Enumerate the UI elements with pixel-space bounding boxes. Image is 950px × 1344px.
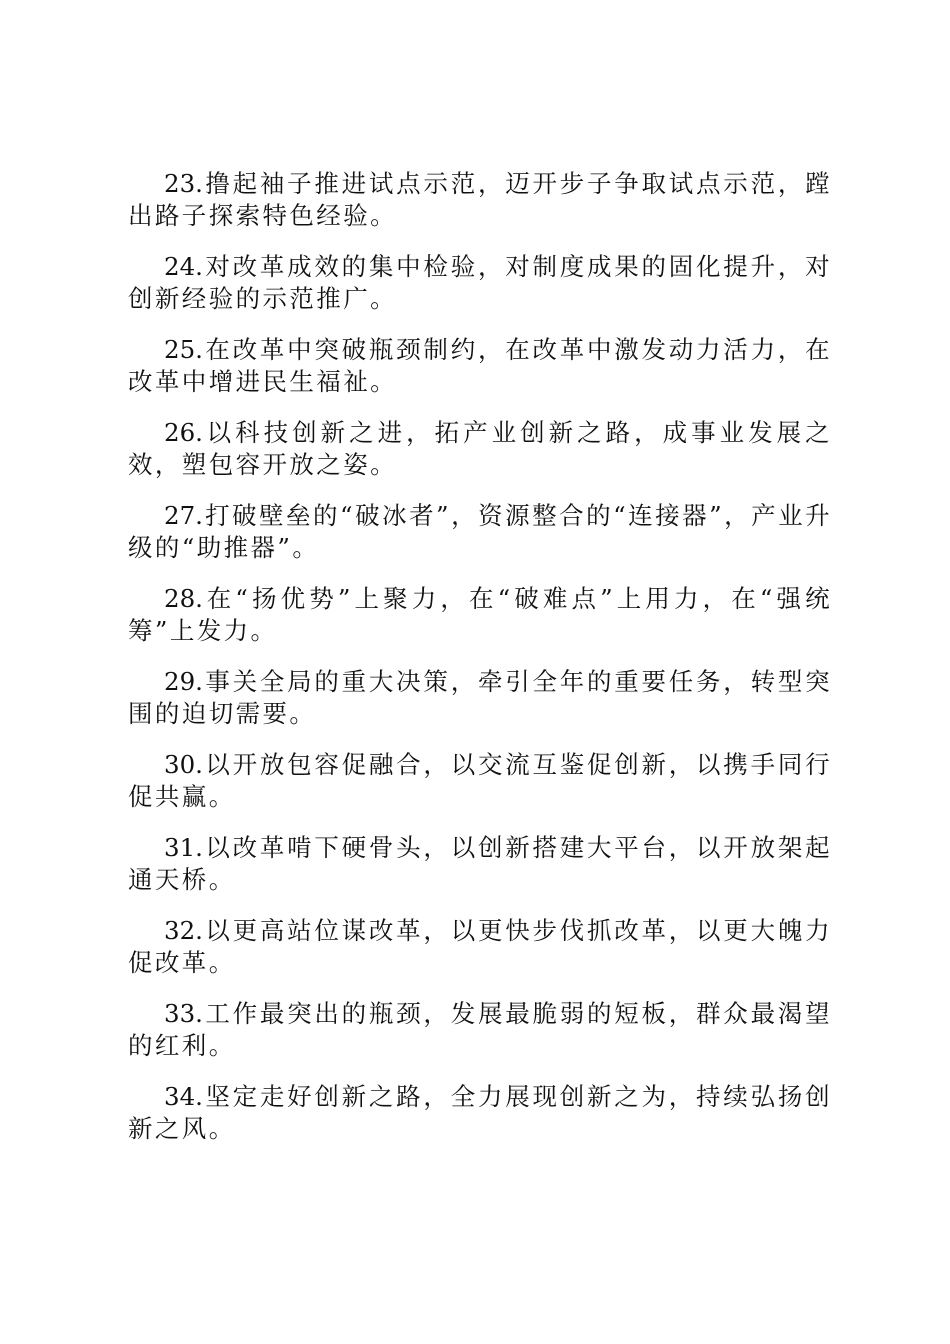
list-item bbox=[128, 832, 832, 896]
item-text: 对改革成效的集中检验，对制度成果的固化提升，对创新经验的示范推广。 bbox=[128, 252, 832, 313]
document-body bbox=[128, 168, 832, 1164]
item-number: 23. bbox=[164, 169, 203, 198]
item-text: 在改革中突破瓶颈制约，在改革中激发动力活力，在改革中增进民生福祉。 bbox=[128, 335, 832, 396]
list-item bbox=[128, 334, 832, 398]
item-text: 工作最突出的瓶颈，发展最脆弱的短板，群众最渴望的红利。 bbox=[128, 999, 832, 1060]
list-item bbox=[128, 583, 832, 647]
list-item bbox=[128, 666, 832, 730]
item-text: 以改革啃下硬骨头，以创新搭建大平台，以开放架起通天桥。 bbox=[128, 833, 832, 894]
list-item bbox=[128, 1081, 832, 1145]
list-item bbox=[128, 251, 832, 315]
item-number: 33. bbox=[164, 999, 203, 1028]
item-text: 坚定走好创新之路，全力展现创新之为，持续弘扬创新之风。 bbox=[128, 1082, 832, 1143]
list-item bbox=[128, 168, 832, 232]
list-item bbox=[128, 998, 832, 1062]
list-item bbox=[128, 417, 832, 481]
item-text: 撸起袖子推进试点示范，迈开步子争取试点示范，蹚出路子探索特色经验。 bbox=[128, 169, 832, 230]
item-number: 34. bbox=[164, 1082, 203, 1111]
item-text: 以开放包容促融合，以交流互鉴促创新，以携手同行促共赢。 bbox=[128, 750, 832, 811]
item-number: 25. bbox=[164, 335, 203, 364]
item-text: 以科技创新之进，拓产业创新之路，成事业发展之效，塑包容开放之姿。 bbox=[128, 418, 832, 479]
item-number: 30. bbox=[164, 750, 203, 779]
item-number: 29. bbox=[164, 667, 203, 696]
item-number: 32. bbox=[164, 916, 203, 945]
item-text: 以更高站位谋改革，以更快步伐抓改革，以更大魄力促改革。 bbox=[128, 916, 832, 977]
list-item bbox=[128, 500, 832, 564]
list-item bbox=[128, 749, 832, 813]
item-number: 26. bbox=[164, 418, 203, 447]
item-number: 31. bbox=[164, 833, 203, 862]
item-text: 打破壁垒的“破冰者”，资源整合的“连接器”，产业升级的“助推器”。 bbox=[128, 501, 832, 562]
item-number: 27. bbox=[164, 501, 203, 530]
list-item bbox=[128, 915, 832, 979]
item-text: 事关全局的重大决策，牵引全年的重要任务，转型突围的迫切需要。 bbox=[128, 667, 832, 728]
item-text: 在“扬优势”上聚力，在“破难点”上用力，在“强统筹”上发力。 bbox=[128, 584, 832, 645]
item-number: 28. bbox=[164, 584, 203, 613]
item-number: 24. bbox=[164, 252, 203, 281]
